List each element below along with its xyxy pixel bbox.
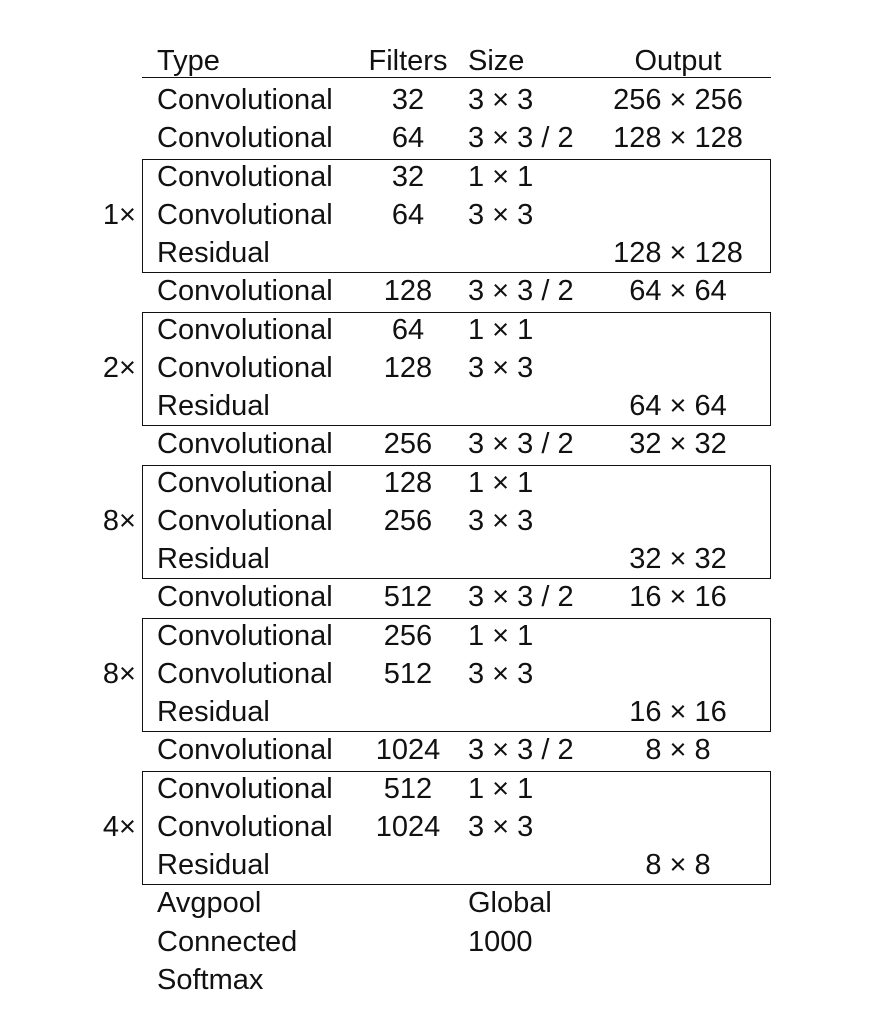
layer-output: 64 × 64: [629, 275, 727, 308]
header-size: Size: [468, 45, 525, 77]
layer-type: Convolutional: [157, 160, 333, 193]
layer-size: 3 × 3 / 2: [468, 734, 574, 767]
layer-size: 3 × 3: [468, 84, 534, 116]
layer-filters: 128: [383, 351, 433, 384]
layer-size: 3 × 3: [468, 351, 534, 384]
layer-filters: 128: [383, 466, 433, 499]
layer-type: Residual: [157, 237, 270, 269]
layer-size: 3 × 3 / 2: [468, 428, 574, 461]
layer-filters: 1024: [375, 810, 441, 843]
layer-size: 1 × 1: [468, 772, 534, 805]
layer-size: 1 × 1: [468, 313, 534, 346]
layer-type: Convolutional: [157, 657, 333, 690]
layer-size: 1 × 1: [468, 466, 534, 499]
layer-filters: 256: [383, 619, 433, 652]
layer-size: 3 × 3: [468, 810, 534, 843]
layer-filters: 128: [383, 275, 433, 308]
layer-output: 16 × 16: [629, 581, 727, 614]
layer-type: Avgpool: [157, 887, 262, 920]
layer-size: 3 × 3: [468, 657, 534, 690]
layer-type: Residual: [157, 543, 270, 575]
header-output: Output: [634, 45, 722, 77]
layer-type: Residual: [157, 390, 270, 422]
layer-type: Convolutional: [157, 275, 333, 308]
layer-filters: 512: [383, 581, 433, 614]
layer-type: Convolutional: [157, 466, 333, 499]
layer-type: Convolutional: [157, 734, 333, 767]
layer-filters: 256: [383, 504, 433, 537]
layer-output: 256 × 256: [613, 84, 743, 116]
layer-filters: 64: [391, 122, 425, 155]
layer-filters: 256: [383, 428, 433, 461]
layer-filters: 32: [391, 84, 425, 116]
layer-type: Convolutional: [157, 428, 333, 461]
layer-output: 128 × 128: [613, 237, 743, 269]
layer-type: Convolutional: [157, 772, 333, 805]
layer-type: Convolutional: [157, 122, 333, 155]
layer-size: 3 × 3 / 2: [468, 275, 574, 308]
header-type: Type: [157, 45, 220, 77]
layer-output: 8 × 8: [645, 734, 711, 767]
layer-filters: 512: [383, 657, 433, 690]
layer-output: 32 × 32: [629, 428, 727, 461]
layer-type: Convolutional: [157, 619, 333, 652]
repeat-count: 8×: [102, 657, 136, 690]
layer-type: Convolutional: [157, 810, 333, 843]
layer-filters: 64: [391, 198, 425, 231]
repeat-count: 1×: [102, 198, 136, 231]
repeat-count: 2×: [102, 351, 136, 384]
layer-output: 32 × 32: [629, 543, 727, 575]
layer-filters: 64: [391, 313, 425, 346]
layer-size: 3 × 3 / 2: [468, 581, 574, 614]
layer-size: 3 × 3: [468, 198, 534, 231]
layer-type: Residual: [157, 849, 270, 881]
layer-size: 3 × 3 / 2: [468, 122, 574, 155]
repeat-count: 8×: [102, 504, 136, 537]
layer-output: 64 × 64: [629, 390, 727, 422]
layer-size: 1 × 1: [468, 619, 534, 652]
layer-size: 3 × 3: [468, 504, 534, 537]
layer-type: Convolutional: [157, 313, 333, 346]
layer-type: Softmax: [157, 963, 264, 996]
layer-type: Connected: [157, 925, 298, 958]
layer-type: Residual: [157, 696, 270, 728]
layer-size: Global: [468, 887, 552, 920]
layer-type: Convolutional: [157, 581, 333, 614]
layer-type: Convolutional: [157, 351, 333, 384]
layer-output: 16 × 16: [629, 696, 727, 728]
layer-type: Convolutional: [157, 198, 333, 231]
layer-size: 1000: [468, 925, 533, 958]
repeat-count: 4×: [102, 810, 136, 843]
header-rule: [142, 77, 771, 78]
layer-size: 1 × 1: [468, 160, 534, 193]
header-filters: Filters: [368, 45, 448, 77]
layer-filters: 512: [383, 772, 433, 805]
layer-output: 128 × 128: [613, 122, 743, 155]
layer-filters: 32: [391, 160, 425, 193]
layer-type: Convolutional: [157, 504, 333, 537]
layer-type: Convolutional: [157, 84, 333, 116]
layer-output: 8 × 8: [645, 849, 711, 881]
layer-filters: 1024: [375, 734, 441, 767]
